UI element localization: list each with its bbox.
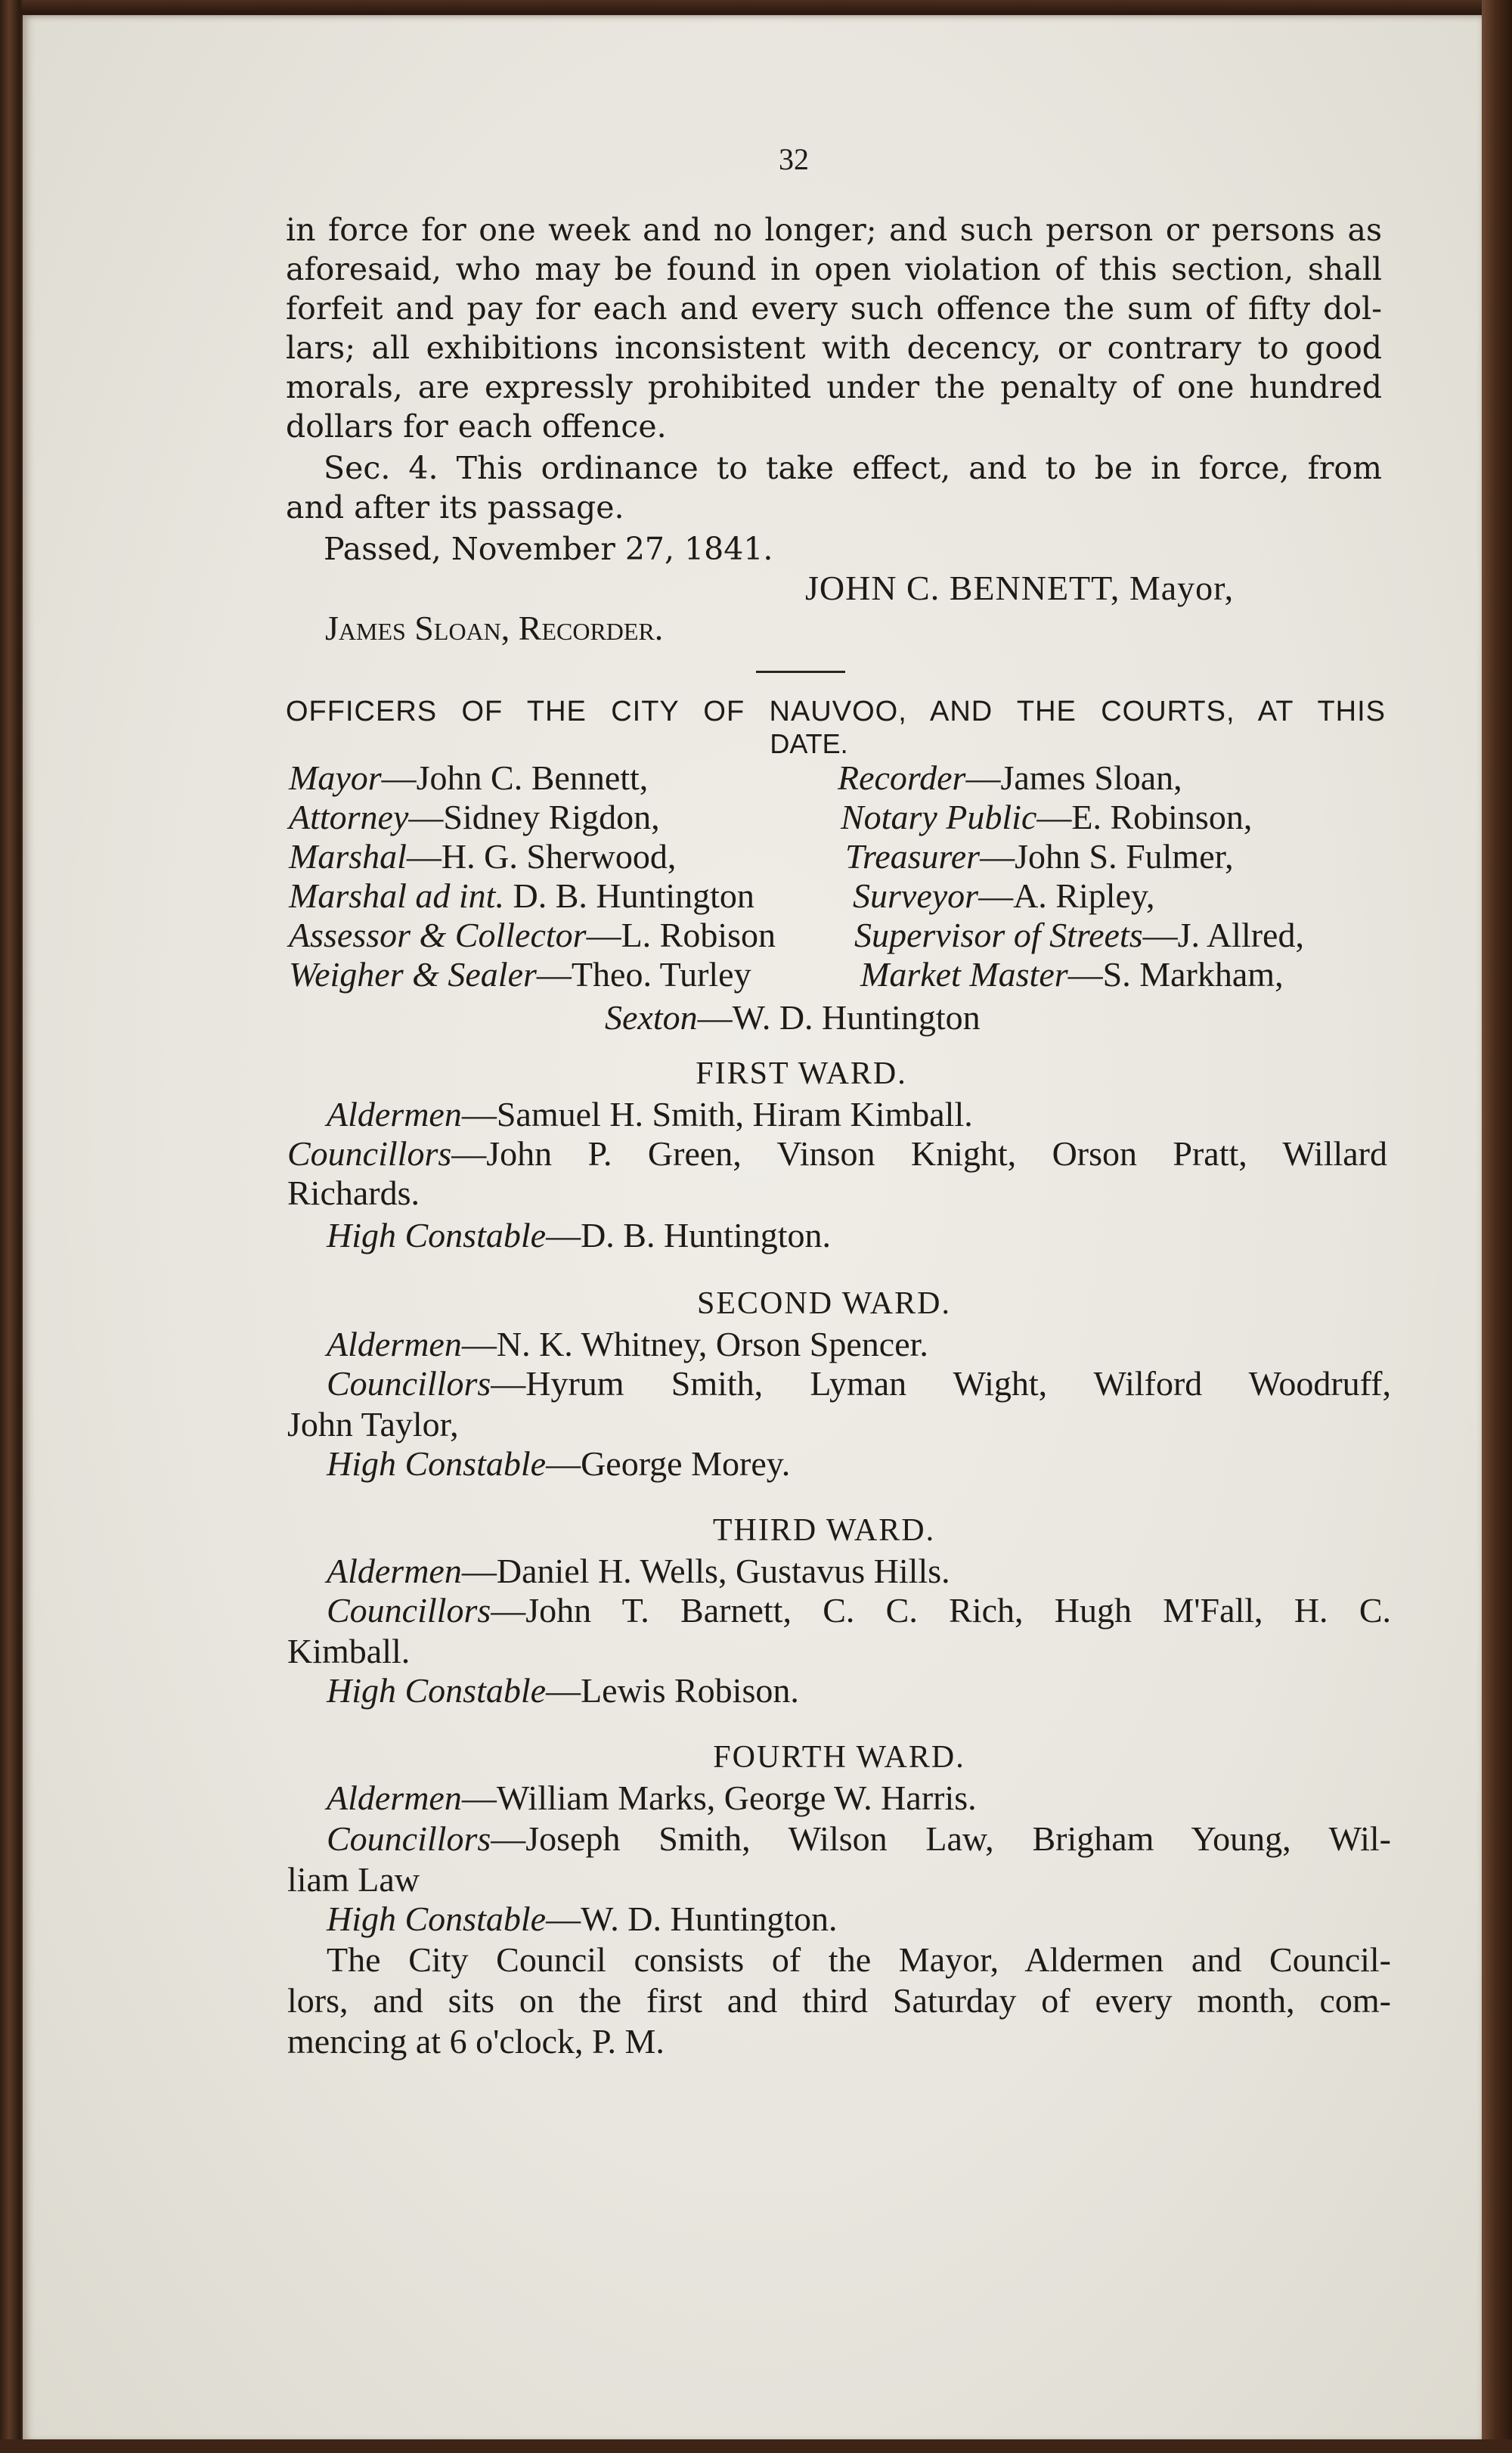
officer-entry: Mayor—John C. Bennett, xyxy=(289,758,649,797)
officers-heading: OFFICERS OF THE CITY OF NAUVOO, AND THE COURTS, AT THIS xyxy=(286,696,1386,727)
closing-line: lors, and sits on the first and third Saturday of every month, com- xyxy=(287,1981,1391,2020)
intro-line: dollars for each offence. xyxy=(286,408,667,445)
ward-heading: THIRD WARD. xyxy=(712,1513,936,1548)
ward-constable: High Constable—George Morey. xyxy=(327,1444,791,1483)
sexton-entry: Sexton—W. D. Huntington xyxy=(605,998,981,1037)
officer-entry: Notary Public—E. Robinson, xyxy=(841,798,1253,836)
ward-aldermen: Aldermen—William Marks, George W. Harris. xyxy=(327,1779,977,1817)
officer-entry: Attorney—Sidney Rigdon, xyxy=(289,798,660,836)
officer-entry: Weigher & Sealer—Theo. Turley xyxy=(289,955,751,994)
recorder-signature: James Sloan, Recorder. xyxy=(325,609,664,647)
officers-heading-date: DATE. xyxy=(770,728,848,759)
ward-councillors: Councillors—Joseph Smith, Wilson Law, Brigham Young, Wil- xyxy=(327,1819,1391,1858)
ward-heading: SECOND WARD. xyxy=(697,1286,951,1321)
officer-entry: Supervisor of Streets—J. Allred, xyxy=(854,916,1304,954)
section-4-line: and after its passage. xyxy=(286,489,624,526)
divider-rule xyxy=(756,671,845,673)
officer-entry: Assessor & Collector—L. Robison xyxy=(289,916,776,954)
intro-line: lars; all exhibitions inconsistent with decency, or contrary to good xyxy=(286,330,1382,366)
ward-aldermen: Aldermen—Daniel H. Wells, Gustavus Hills. xyxy=(327,1552,950,1590)
closing-line: mencing at 6 o'clock, P. M. xyxy=(287,2022,665,2061)
ward-councillors-cont: liam Law xyxy=(287,1860,420,1899)
officer-entry: Marshal—H. G. Sherwood, xyxy=(289,837,677,876)
ward-councillors: Councillors—John T. Barnett, C. C. Rich, Hugh M'Fall, H. C. xyxy=(327,1591,1391,1630)
ward-councillors-cont: Richards. xyxy=(287,1174,420,1212)
intro-line: in force for one week and no longer; and such person or persons as xyxy=(286,212,1382,248)
passed-date: Passed, November 27, 1841. xyxy=(324,531,773,567)
officer-entry: Surveyor—A. Ripley, xyxy=(853,876,1155,915)
ward-constable: High Constable—D. B. Huntington. xyxy=(327,1216,832,1254)
ward-constable: High Constable—W. D. Huntington. xyxy=(327,1899,838,1938)
officer-entry: Marshal ad int. D. B. Huntington xyxy=(289,876,754,915)
ward-councillors: Councillors—Hyrum Smith, Lyman Wight, Wilford Woodruff, xyxy=(327,1364,1391,1403)
mayor-signature: JOHN C. BENNETT, Mayor, xyxy=(805,569,1235,607)
ward-councillors-cont: Kimball. xyxy=(287,1632,411,1670)
book-edge xyxy=(1482,0,1512,2453)
intro-line: aforesaid, who may be found in open violation of this section, shall xyxy=(286,251,1382,287)
officer-entry: Market Master—S. Markham, xyxy=(860,955,1284,994)
ward-aldermen: Aldermen—Samuel H. Smith, Hiram Kimball. xyxy=(327,1095,973,1133)
ward-heading: FOURTH WARD. xyxy=(713,1740,965,1775)
ward-constable: High Constable—Lewis Robison. xyxy=(327,1671,799,1710)
book-edge-bottom xyxy=(0,2439,1512,2453)
closing-line: The City Council consists of the Mayor, Aldermen and Council- xyxy=(327,1940,1391,1979)
officer-entry: Treasurer—John S. Fulmer, xyxy=(845,837,1234,876)
ward-aldermen: Aldermen—N. K. Whitney, Orson Spencer. xyxy=(327,1325,928,1363)
ward-heading: FIRST WARD. xyxy=(696,1056,907,1091)
section-4-line: Sec. 4. This ordinance to take effect, and to be in force, from xyxy=(324,450,1382,486)
ward-councillors: Councillors—John P. Green, Vinson Knight, Orson Pratt, Willard xyxy=(287,1134,1387,1173)
page-number: 32 xyxy=(779,142,809,176)
intro-line: forfeit and pay for each and every such offence the sum of fifty dol- xyxy=(286,290,1382,327)
officer-entry: Recorder—James Sloan, xyxy=(838,758,1182,797)
ward-councillors-cont: John Taylor, xyxy=(287,1405,459,1444)
intro-line: morals, are expressly prohibited under the penalty of one hundred xyxy=(286,369,1382,405)
